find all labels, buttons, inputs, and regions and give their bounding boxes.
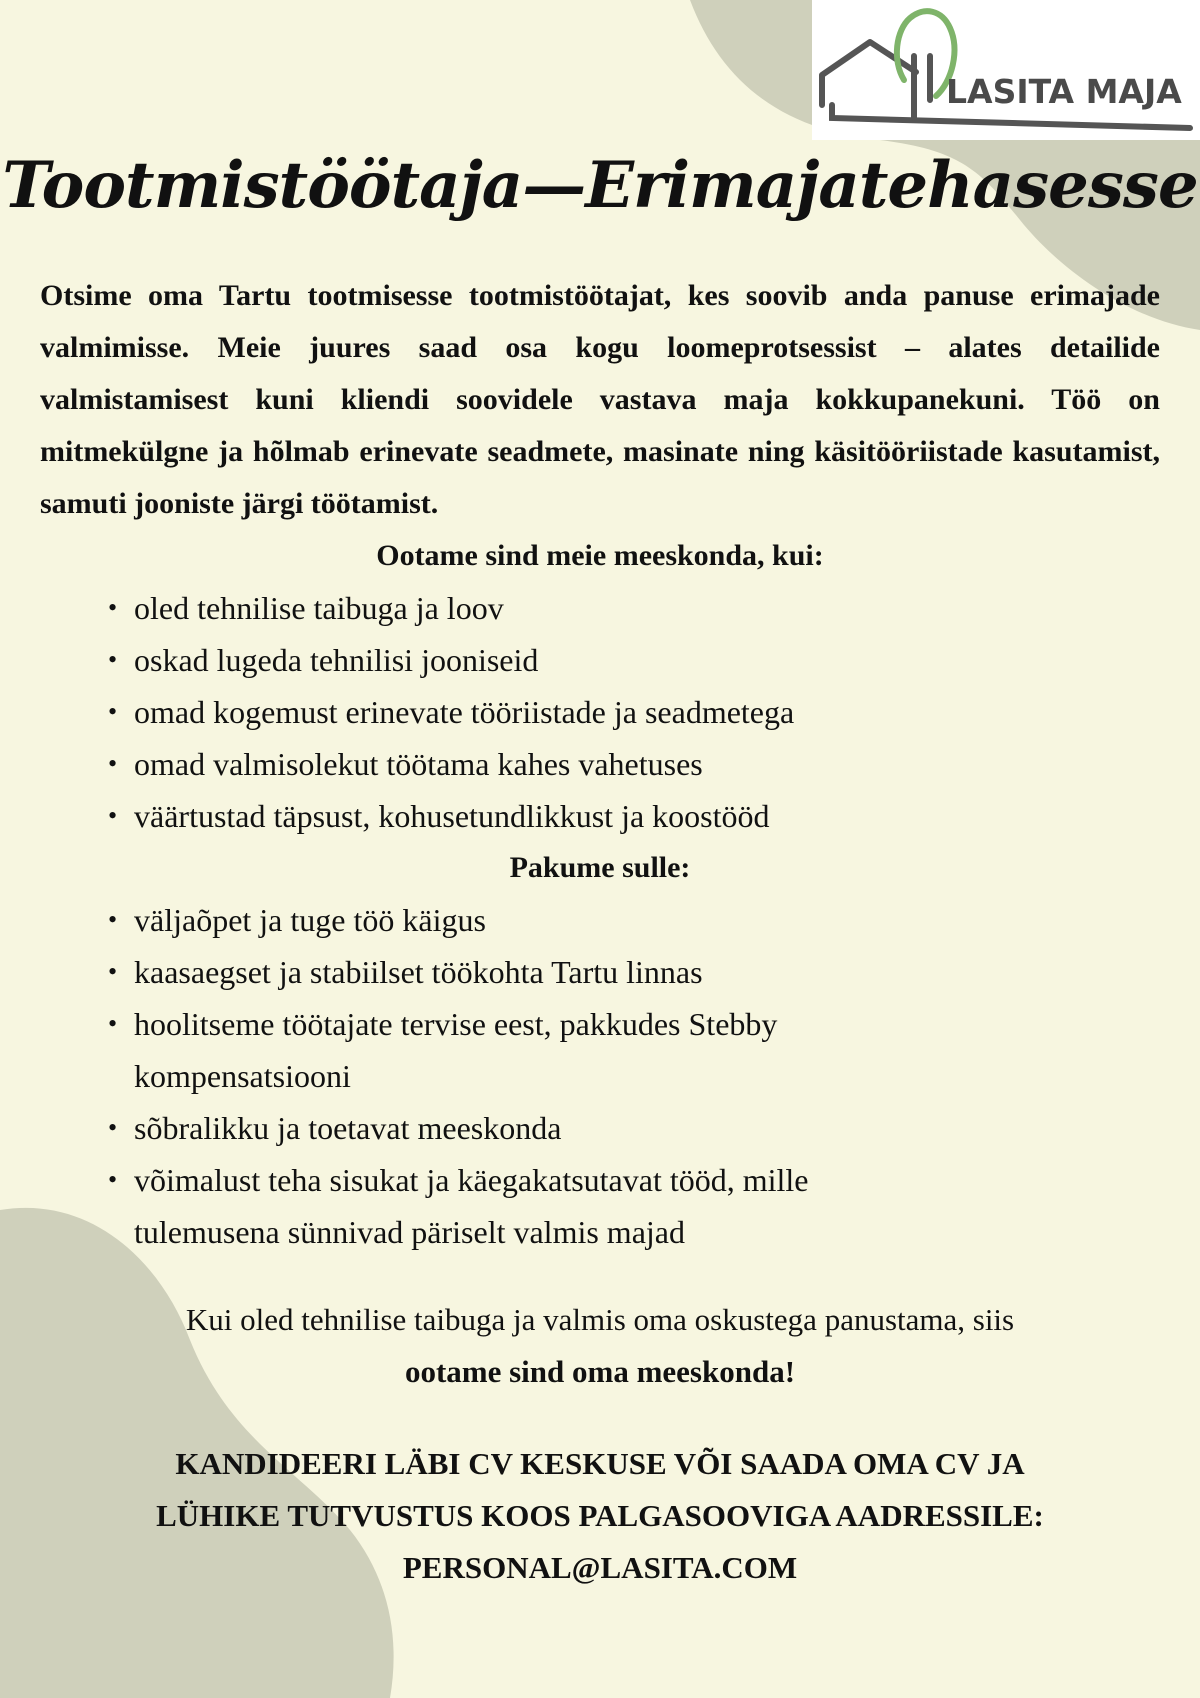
- job-ad-content: [40, 270, 1160, 1594]
- list-item: • sõbralikku ja toetavat meeskonda: [108, 1102, 1160, 1154]
- offer-heading: Pakume sulle:: [509, 851, 691, 884]
- closing-sentence: Kui oled tehnilise taibuga ja valmis oma oskustega panustama, siis: [185, 1302, 1015, 1337]
- list-item: • hoolitseme töötajate tervise eest, pakkudes Stebby kompensatsiooni: [108, 998, 894, 1102]
- list-item: • väljaõpet ja tuge töö käigus: [108, 894, 1160, 946]
- cta-line-2: LÜHIKE TUTVUSTUS KOOS PALGASOOVIGA AADRESSILE:: [156, 1498, 1044, 1533]
- application-instructions: [40, 1438, 1160, 1594]
- page-title: Tootmistöötaja—Erimajatehasesse: [2, 148, 1198, 223]
- intro-paragraph: Otsime oma Tartu tootmisesse tootmistöötajat, kes soovib anda panuse erimajade valmimisse. Meie juures saad osa kogu loomeprotsessist – alates detailide valmistamisest kuni kliendi soovidele vastava maja kokkupanekuni. Töö on mitmekülgne ja hõlmab erinevate seadmete, masinate ning käsitööriistade kasutamist, samuti jooniste järgi töötamist.: [40, 279, 1160, 520]
- contact-email[interactable]: PERSONAL@LASITA.COM: [402, 1550, 798, 1585]
- list-item: • oled tehnilise taibuga ja loov: [108, 582, 1160, 634]
- list-item: • oskad lugeda tehnilisi jooniseid: [108, 634, 1160, 686]
- house-tree-logo-icon: [812, 0, 1200, 140]
- logo-wordmark: LASITA MAJA: [946, 72, 1182, 111]
- closing-emphasis: ootame sind oma meeskonda!: [404, 1354, 796, 1389]
- requirements-list: [40, 582, 1160, 842]
- closing-text: [40, 1294, 1160, 1398]
- requirements-heading: Ootame sind meie meeskonda, kui:: [376, 539, 824, 572]
- list-item: • omad valmisolekut töötama kahes vahetuses: [108, 738, 1160, 790]
- list-item: • kaasaegset ja stabiilset töökohta Tartu linnas: [108, 946, 1160, 998]
- cta-line-1: KANDIDEERI LÄBI CV KESKUSE VÕI SAADA OMA CV JA: [175, 1446, 1025, 1481]
- list-item: • omad kogemust erinevate tööriistade ja seadmetega: [108, 686, 1160, 738]
- list-item: • võimalust teha sisukat ja käegakatsutavat tööd, mille tulemusena sünnivad päriselt valmis majad: [108, 1154, 954, 1258]
- list-item: • väärtustad täpsust, kohusetundlikkust ja koostööd: [108, 790, 1160, 842]
- company-logo: [812, 0, 1200, 140]
- offer-list: [40, 894, 1160, 1258]
